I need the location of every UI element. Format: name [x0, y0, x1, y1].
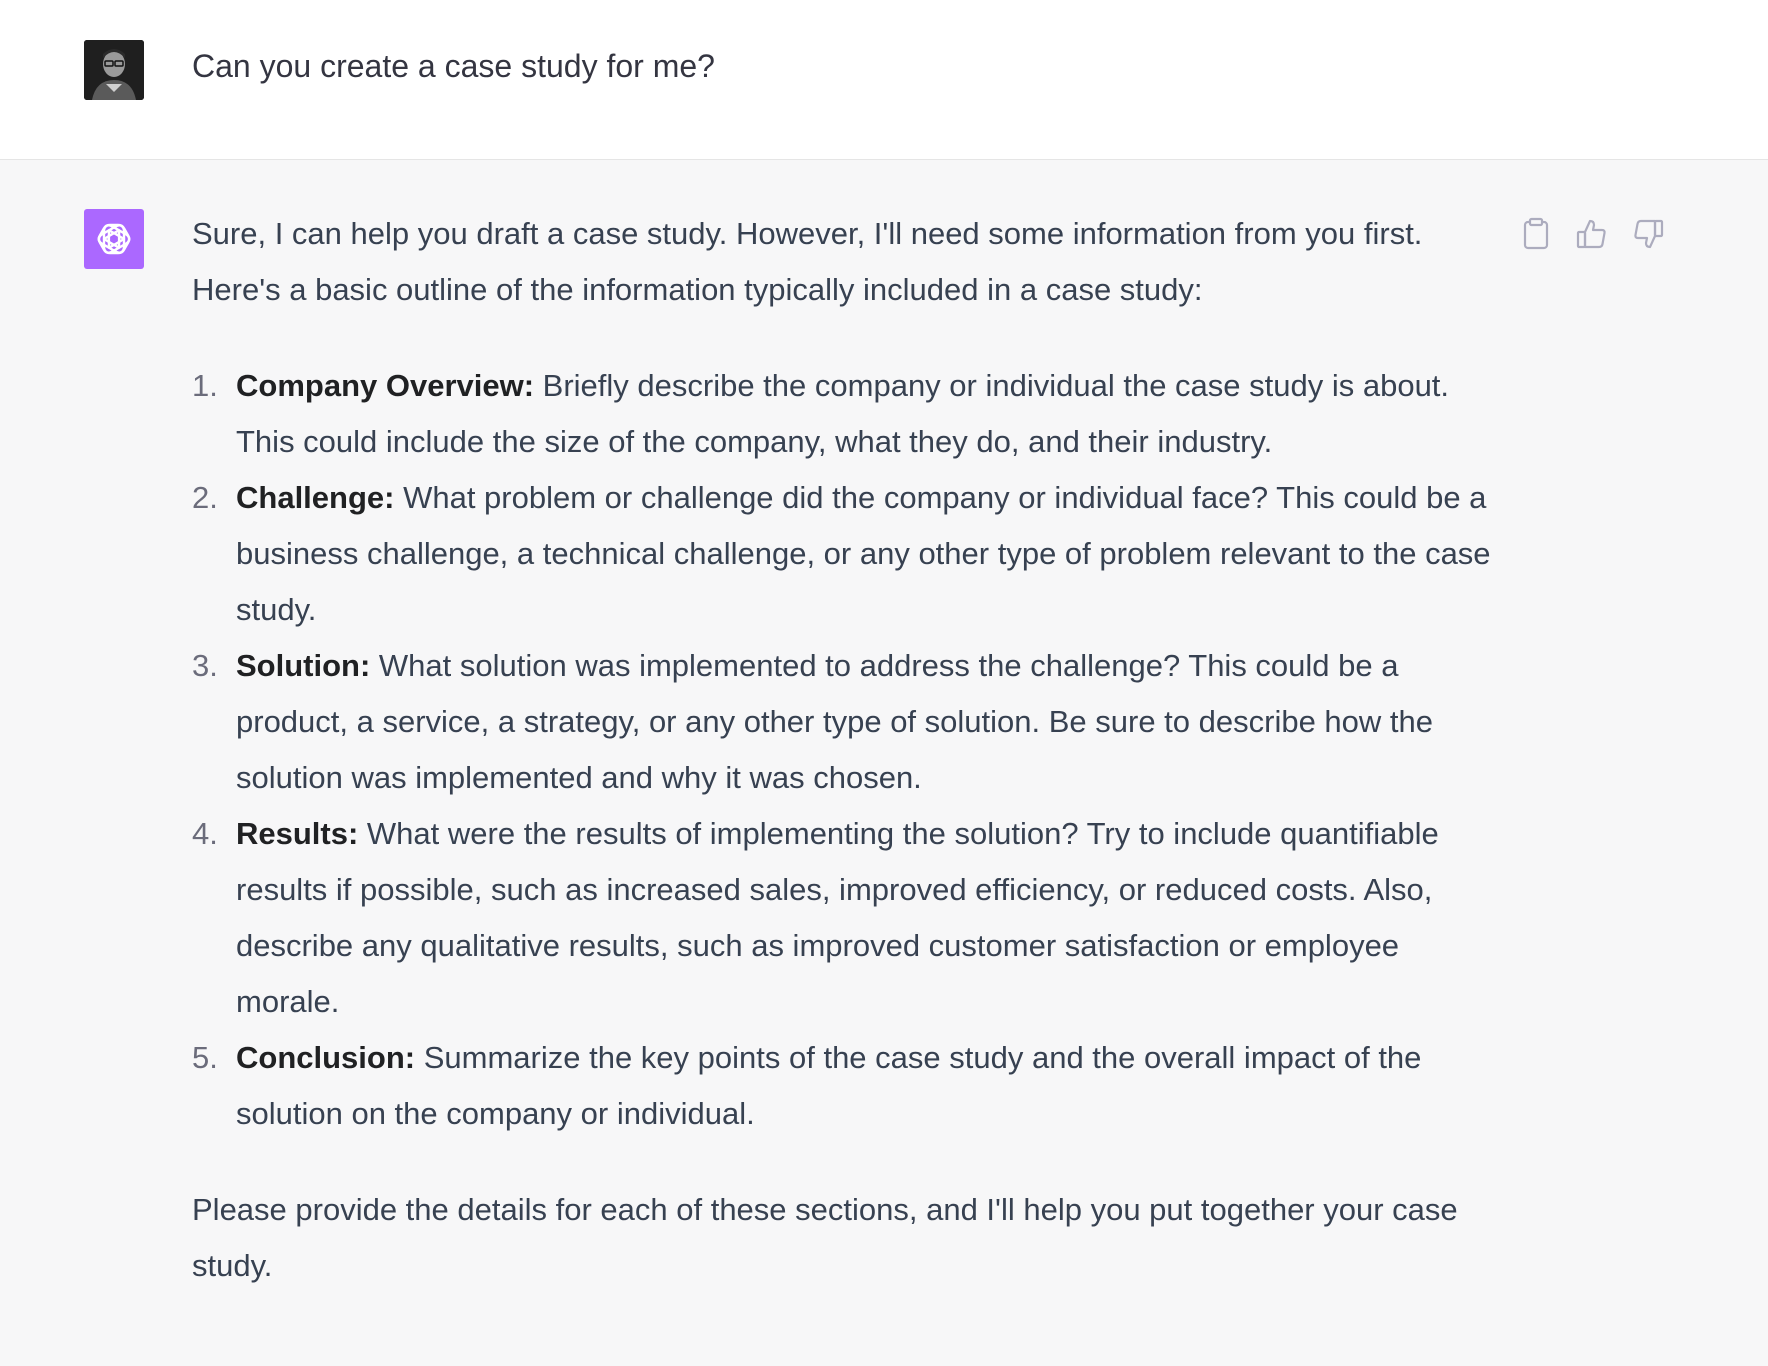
thumbs-up-icon — [1575, 217, 1609, 251]
assistant-avatar — [84, 209, 144, 269]
list-item-text: What problem or challenge did the company or individual face? This could be a business challenge, a technical challenge, or any other type of problem relevant to the case study. — [236, 480, 1491, 627]
list-item-title: Solution: — [236, 648, 371, 683]
list-item — [192, 806, 1492, 1030]
list-item — [192, 470, 1492, 638]
list-item-title: Conclusion: — [236, 1040, 416, 1075]
thumbs-down-button[interactable] — [1630, 216, 1666, 252]
user-message-row — [0, 0, 1768, 160]
openai-logo-icon — [92, 217, 136, 261]
copy-button[interactable] — [1518, 216, 1554, 252]
list-item-text: What solution was implemented to address the challenge? This could be a product, a service, a strategy, or any other type of solution. Be sure to describe how the solution was implemented and why it was chosen. — [236, 648, 1434, 795]
list-item-number: 1. — [192, 368, 218, 403]
list-item — [192, 638, 1492, 806]
list-item-title: Challenge: — [236, 480, 395, 515]
list-item-title: Company Overview: — [236, 368, 535, 403]
outline-list — [192, 358, 1492, 1142]
list-item-number: 3. — [192, 648, 218, 683]
user-message-text: Can you create a case study for me? — [192, 48, 715, 84]
thumbs-down-icon — [1631, 217, 1665, 251]
list-item — [192, 358, 1492, 470]
list-item-text: Briefly describe the company or individual the case study is about. This could include the size of the company, what they do, and their industry. — [236, 368, 1450, 459]
list-item-number: 2. — [192, 480, 218, 515]
list-item-number: 5. — [192, 1040, 218, 1075]
assistant-message-row — [0, 160, 1768, 1366]
user-photo-icon — [84, 40, 144, 100]
list-item-text: Summarize the key points of the case study and the overall impact of the solution on the company or individual. — [236, 1040, 1422, 1131]
user-avatar — [84, 40, 144, 100]
assistant-intro: Sure, I can help you draft a case study. However, I'll need some information from you first. Here's a basic outline of the information typically included in a case study: — [192, 216, 1423, 307]
assistant-outro: Please provide the details for each of these sections, and I'll help you put together your case study. — [192, 1192, 1458, 1283]
list-item-number: 4. — [192, 816, 218, 851]
list-item-title: Results: — [236, 816, 359, 851]
clipboard-icon — [1521, 217, 1551, 251]
list-item-text: What were the results of implementing the solution? Try to include quantifiable results if possible, such as increased sales, improved efficiency, or reduced costs. Also, describe any qualitative results, such as improved customer satisfaction or employee morale. — [236, 816, 1439, 1019]
list-item — [192, 1030, 1492, 1142]
thumbs-up-button[interactable] — [1574, 216, 1610, 252]
assistant-message-content — [192, 206, 1492, 1294]
message-actions — [1518, 216, 1666, 252]
